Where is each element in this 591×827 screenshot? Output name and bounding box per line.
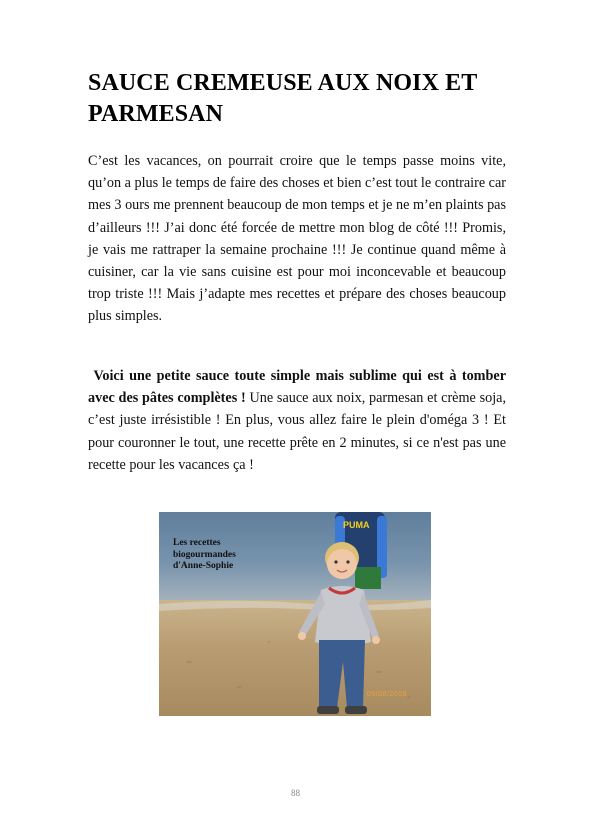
photo-date-stamp: 09/08/2009 (366, 691, 407, 698)
intro-paragraph: C’est les vacances, on pourrait croire que le temps passe moins vite, qu’on a plus le temps de faire des choses et bien c’est tout le contraire car mes 3 ours me prennent beaucoup de mon temps et je ne m’en plaints pas d’ailleurs !!! J’ai donc été forcée de mettre mon blog de côté !!! Promis, je vais me rattraper la semaine prochaine !!! Je continue quand même à cuisiner, car la vie sans cuisine est pour moi inconcevable et beaucoup trop triste !!! Mais j’adapte mes recettes et prépare des choses beaucoup plus simples. (88, 153, 506, 325)
recipe-description-paragraph (88, 365, 506, 476)
description-text: Une sauce aux noix, parmesan et crème soja, c’est juste irrésistible ! En plus, vous allez faire le plein d'oméga 3 ! Et pour couronner le tout, une recette prête en 2 minutes, si ce n'est pas une recette pour les vacances ça ! (88, 390, 506, 473)
page-title: SAUCE CREMEUSE AUX NOIX ET PARMESAN (88, 70, 477, 127)
beach-photo (159, 512, 431, 716)
page-number: 88 (291, 788, 300, 798)
photo-watermark: Les recettes biogourmandes d'Anne-Sophie (173, 538, 236, 571)
svg-text:PUMA: PUMA (343, 520, 370, 530)
bold-lead-text: Voici une petite sauce toute simple mais sublime qui est à tomber avec des pâtes complètes ! (88, 368, 506, 407)
